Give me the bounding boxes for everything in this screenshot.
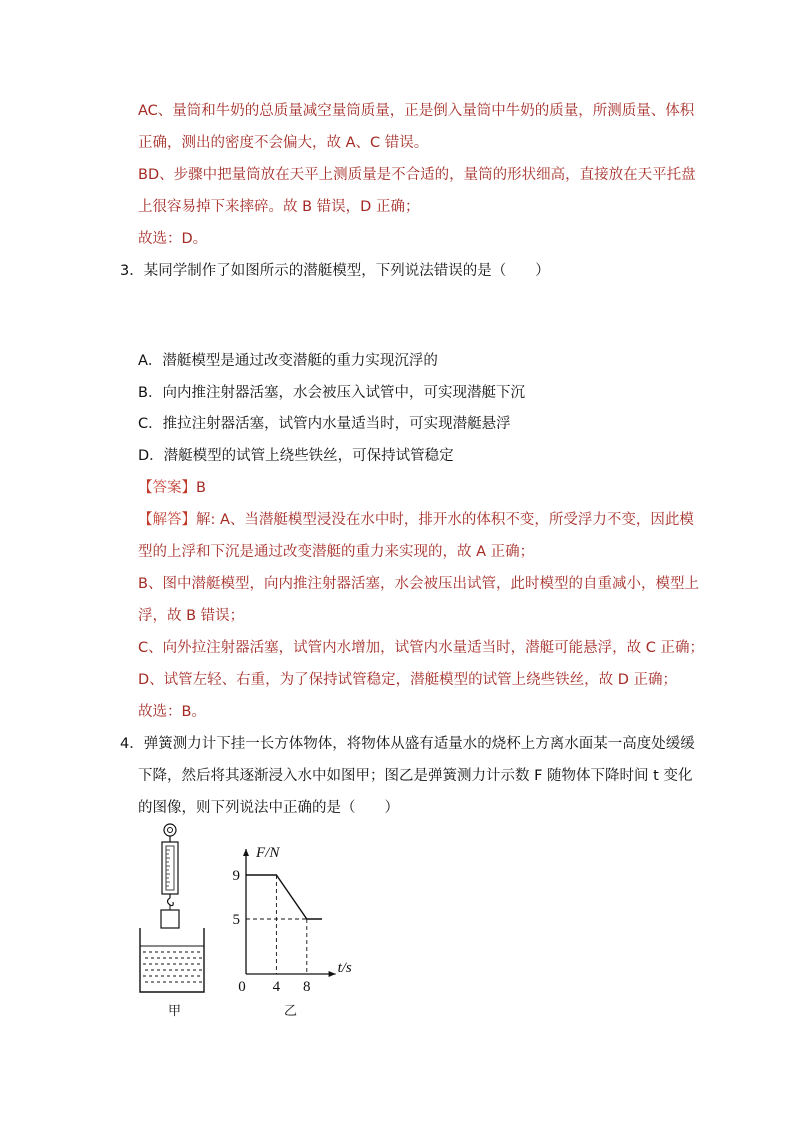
x-axis-arrow-icon <box>329 971 336 977</box>
y-axis-label: F/N <box>256 845 280 861</box>
q3-option-d: D．潜艇模型的试管上绕些铁丝，可保持试管稳定 <box>138 448 454 464</box>
y-tick-label-5: 5 <box>232 912 240 928</box>
analysis-tag: 【解答】 <box>138 512 196 528</box>
q4-stem-line-2: 下降，然后将其逐渐浸入水中如图甲；图乙是弹簧测力计示数 F 随物体下降时间 t 变化 <box>138 768 693 784</box>
q3-answer <box>138 478 206 498</box>
x-tick-label-0: 0 <box>238 979 246 995</box>
series-line <box>246 875 322 919</box>
q2-bd-line-2: 上很容易掉下来摔碎。故 B 错误，D 正确； <box>138 199 420 215</box>
q2-bd-line-1: BD、步骤中把量筒放在天平上测质量是不合适的，量筒的形状细高，直接放在天平托盘 <box>138 167 696 183</box>
q3-option-a: A．潜艇模型是通过改变潜艇的重力实现沉浮的 <box>138 353 438 369</box>
answer-tag: 【答案】 <box>138 480 196 496</box>
rectangular-block-icon <box>161 910 179 928</box>
x-tick-label-8: 8 <box>303 979 311 995</box>
q4-stem-line-1: 4．弹簧测力计下挂一长方体物体，将物体从盛有适量水的烧杯上方离水面某一高度处缓缓 <box>120 736 695 752</box>
figure-jia-spring-scale-beaker <box>130 820 220 1000</box>
scale-hook-icon <box>168 898 174 906</box>
q3-analysis-line-1: 【解答】解: A、当潜艇模型浸没在水中时，排开水的体积不变，所受浮力不变，因此模 <box>138 512 694 528</box>
x-tick-label-4: 4 <box>272 979 281 995</box>
water-lines <box>143 952 202 982</box>
q2-ac-line-2: 正确，测出的密度不会偏大，故 A、C 错误。 <box>138 135 429 151</box>
scale-ring-icon <box>164 824 176 836</box>
q3-analysis-line-4: 浮，故 B 错误； <box>138 608 245 624</box>
q3-option-b: B．向内推注射器活塞，水会被压入试管中，可实现潜艇下沉 <box>138 385 525 401</box>
q2-ac-line-1: AC、量筒和牛奶的总质量减空量筒质量，正是倒入量筒中牛奶的质量，所测质量、体积 <box>138 103 695 119</box>
q3-analysis-line-6: D、试管左轻、右重，为了保持试管稳定，潜艇模型的试管上绕些铁丝，故 D 正确； <box>138 672 678 688</box>
q3-analysis-line-7: 故选：B。 <box>138 704 206 720</box>
y-axis-arrow-icon <box>243 849 249 856</box>
q3-stem: 3．某同学制作了如图所示的潜艇模型，下列说法错误的是（ ） <box>120 263 550 279</box>
answer-value: B <box>196 480 206 496</box>
q3-option-c: C．推拉注射器活塞，试管内水量适当时，可实现潜艇悬浮 <box>138 416 511 432</box>
q4-stem-line-3: 的图像，则下列说法中正确的是（ ） <box>138 800 399 816</box>
q3-analysis-line-3: B、图中潜艇模型，向内推注射器活塞，水会被压出试管，此时模型的自重减小，模型上 <box>138 576 699 592</box>
figure-jia-caption: 甲 <box>168 1004 182 1019</box>
figure-yi-caption: 乙 <box>284 1004 298 1019</box>
q3-analysis-line-2: 型的上浮和下沉是通过改变潜艇的重力来实现的，故 A 正确； <box>138 544 535 560</box>
q3-analysis-line-5: C、向外拉注射器活塞，试管内水增加，试管内水量适当时，潜艇可能悬浮，故 C 正确； <box>138 640 704 656</box>
y-tick-label-9: 9 <box>232 868 240 884</box>
x-axis-label: t/s <box>337 960 352 976</box>
figure-yi-f-t-chart <box>228 826 388 996</box>
q2-conclusion: 故选：D。 <box>138 231 208 247</box>
